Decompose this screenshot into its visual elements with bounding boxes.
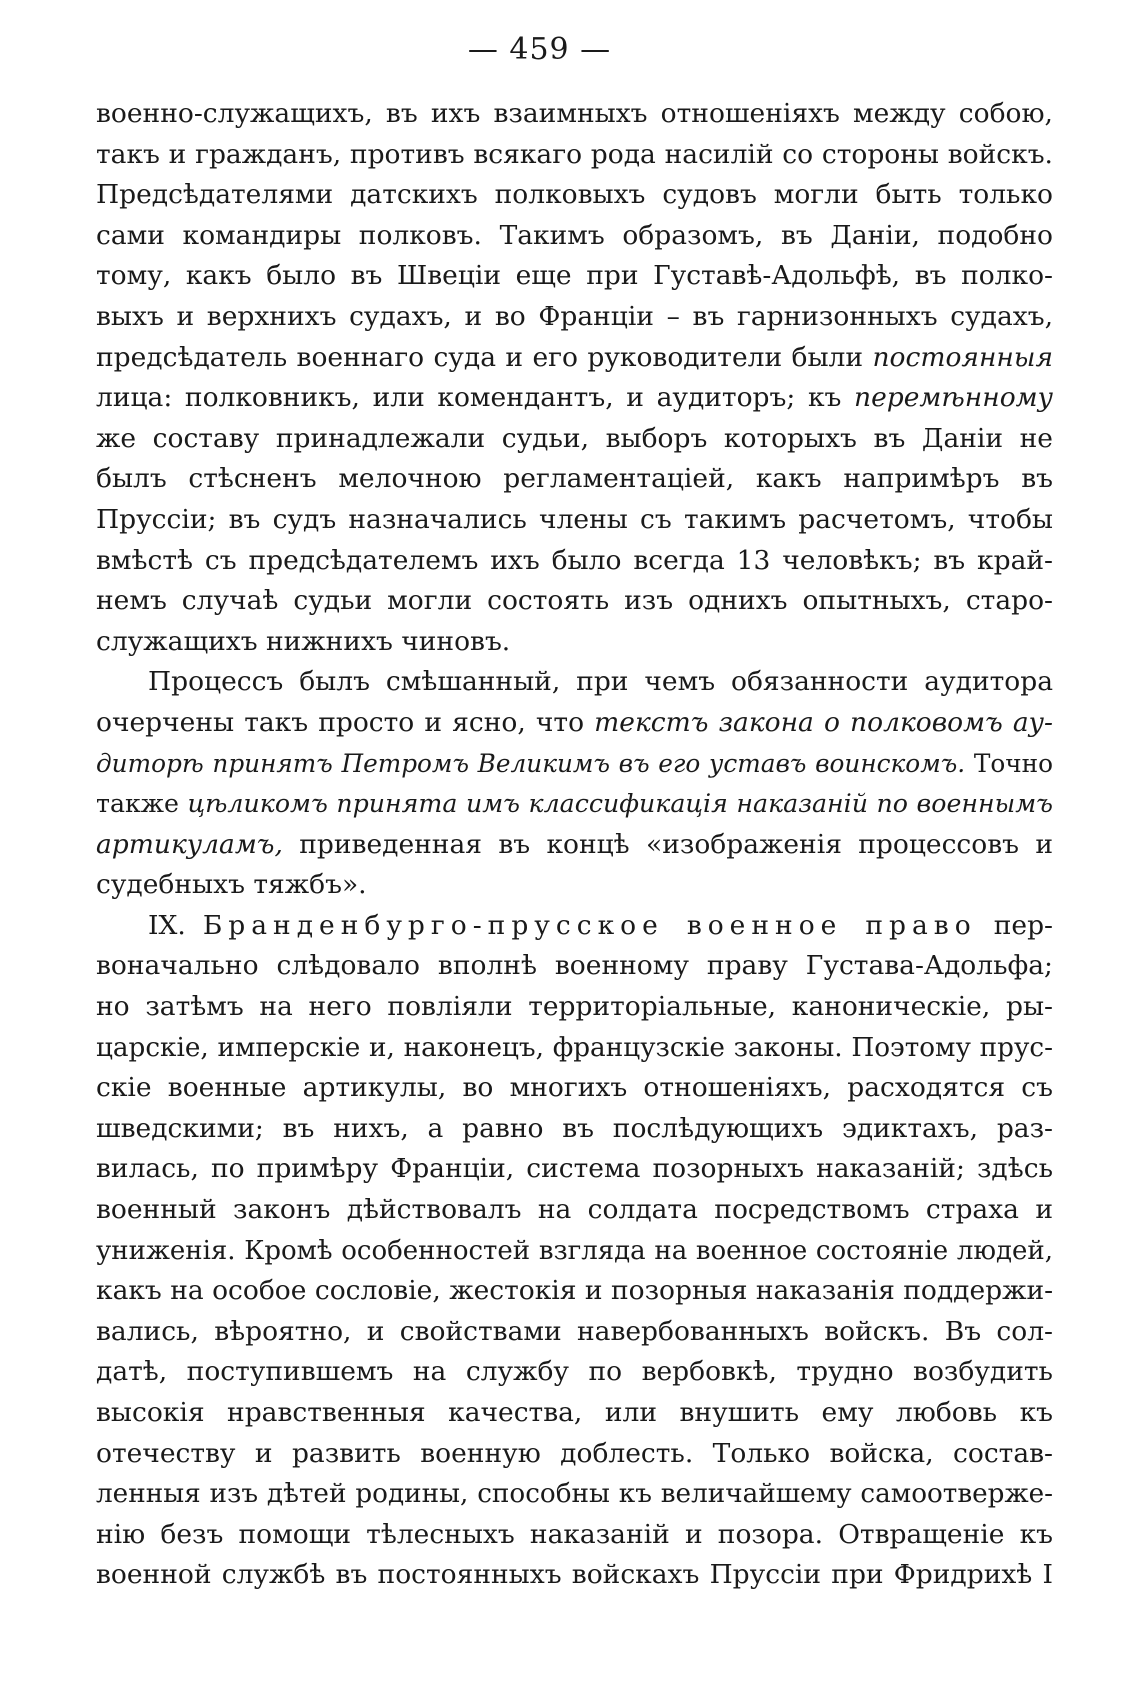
text-line: сами командиры полковъ. Такимъ образомъ, въ Даніи, подобно (96, 219, 1053, 251)
italic-run: текстъ закона о полковомъ ау- (594, 706, 1053, 738)
text-line: судебныхъ тяжбъ». (96, 869, 367, 901)
text-line (96, 744, 1053, 785)
page-number: — 459 — (467, 32, 612, 67)
text-line (96, 703, 1053, 744)
text-line: Пруссіи; въ судъ назначались члены съ такимъ расчетомъ, чтобы (96, 503, 1053, 535)
text-line: Предсѣдателями датскихъ полковыхъ судовъ могли быть только (96, 179, 1053, 211)
text-line: шведскими; въ нихъ, а равно въ послѣдующихъ эдиктахъ, раз- (96, 1112, 1053, 1144)
paragraph-3 (96, 906, 1053, 1596)
text-run: очерчены такъ просто и ясно, что (96, 706, 585, 738)
text-run: Точно (973, 748, 1053, 778)
text-line: нію безъ помощи тѣлесныхъ наказаній и позора. Отвращеніе къ (96, 1518, 1053, 1550)
text-line (96, 338, 1053, 379)
text-line (96, 906, 1053, 947)
text-run: лица: полковникъ, или комендантъ, и аудиторъ; къ (96, 382, 842, 414)
text-line: выхъ и верхнихъ судахъ, и во Франціи – въ гарнизонныхъ судахъ, (96, 300, 1053, 332)
text-line: ленныя изъ дѣтей родины, способны къ величайшему самоотверже- (96, 1479, 1053, 1510)
text-run: пер- (993, 909, 1053, 941)
text-line (96, 784, 1053, 825)
spaced-heading-run: Бранденбурго-прусское военное право (202, 909, 977, 941)
italic-run: артикуламъ, (96, 828, 283, 860)
text-run: предсѣдатель военнаго суда и его руководители были (96, 341, 864, 373)
section-number: IX. (148, 909, 186, 941)
text-line: скіе военные артикулы, во многихъ отношеніяхъ, расходятся съ (96, 1072, 1053, 1104)
italic-run: цѣликомъ принята имъ классификація наказаній по военнымъ (187, 789, 1053, 819)
text-line: военно-служащихъ, въ ихъ взаимныхъ отношеніяхъ между собою, (96, 98, 1053, 129)
paragraph-2 (96, 662, 1053, 906)
text-line: вилась, по примѣру Франціи, система позорныхъ наказаній; здѣсь (96, 1153, 1053, 1185)
text-line: вмѣстѣ съ предсѣдателемъ ихъ было всегда 13 человѣкъ; въ край- (96, 544, 1053, 576)
text-line: униженія. Кромѣ особенностей взгляда на военное состояніе людей, (96, 1235, 1053, 1266)
italic-run: постоянныя (872, 341, 1053, 373)
text-line: датѣ, поступившемъ на службу по вербовкѣ, трудно возбудить (96, 1356, 1053, 1388)
body-text (96, 94, 1053, 1596)
text-line: царскіе, имперскіе и, наконецъ, французскіе законы. Поэтому прус- (96, 1032, 1053, 1063)
text-line: военной службѣ въ постоянныхъ войскахъ Пруссіи при Фридрихѣ I (96, 1559, 1053, 1591)
text-run: приведенная въ концѣ «изображенія процессовъ и (299, 828, 1053, 860)
text-line: былъ стѣсненъ мелочною регламентаціей, какъ напримѣръ въ (96, 463, 1053, 495)
text-line: служащихъ нижнихъ чиновъ. (96, 625, 511, 657)
text-line: какъ на особое сословіе, жестокія и позорныя наказанія поддержи- (96, 1275, 1054, 1307)
text-line: же составу принадлежали судьи, выборъ которыхъ въ Даніи не (96, 422, 1053, 454)
text-line: тому, какъ было въ Швеціи еще при Густавѣ-Адольфѣ, въ полко- (96, 260, 1053, 292)
italic-run: перемѣнному (854, 382, 1053, 414)
text-run: также (96, 789, 179, 819)
text-line: но затѣмъ на него повліяли территоріальные, каноническіе, ры- (96, 991, 1053, 1023)
text-line: Процессъ былъ смѣшанный, при чемъ обязанности аудитора (148, 666, 1053, 698)
paragraph-1 (96, 94, 1053, 662)
text-line: отечеству и развить военную доблесть. Только войска, состав- (96, 1437, 1053, 1469)
text-line (96, 378, 1053, 419)
text-line: немъ случаѣ судьи могли состоять изъ однихъ опытныхъ, старо- (96, 585, 1053, 617)
text-line: воначально слѣдовало вполнѣ военному праву Густава-Адольфа; (96, 950, 1053, 982)
text-line: такъ и гражданъ, противъ всякаго рода насилій со стороны войскъ. (96, 138, 1053, 170)
text-line: военный законъ дѣйствовалъ на солдата посредствомъ страха и (96, 1194, 1053, 1226)
book-page (96, 30, 1053, 1596)
text-line: высокія нравственныя качества, или внушить ему любовь къ (96, 1397, 1053, 1428)
text-line (96, 825, 1053, 866)
text-line: вались, вѣроятно, и свойствами навербованныхъ войскъ. Въ сол- (96, 1315, 1053, 1347)
italic-run: диторѣ принятъ Петромъ Великимъ въ его уставъ воинскомъ. (96, 748, 966, 778)
